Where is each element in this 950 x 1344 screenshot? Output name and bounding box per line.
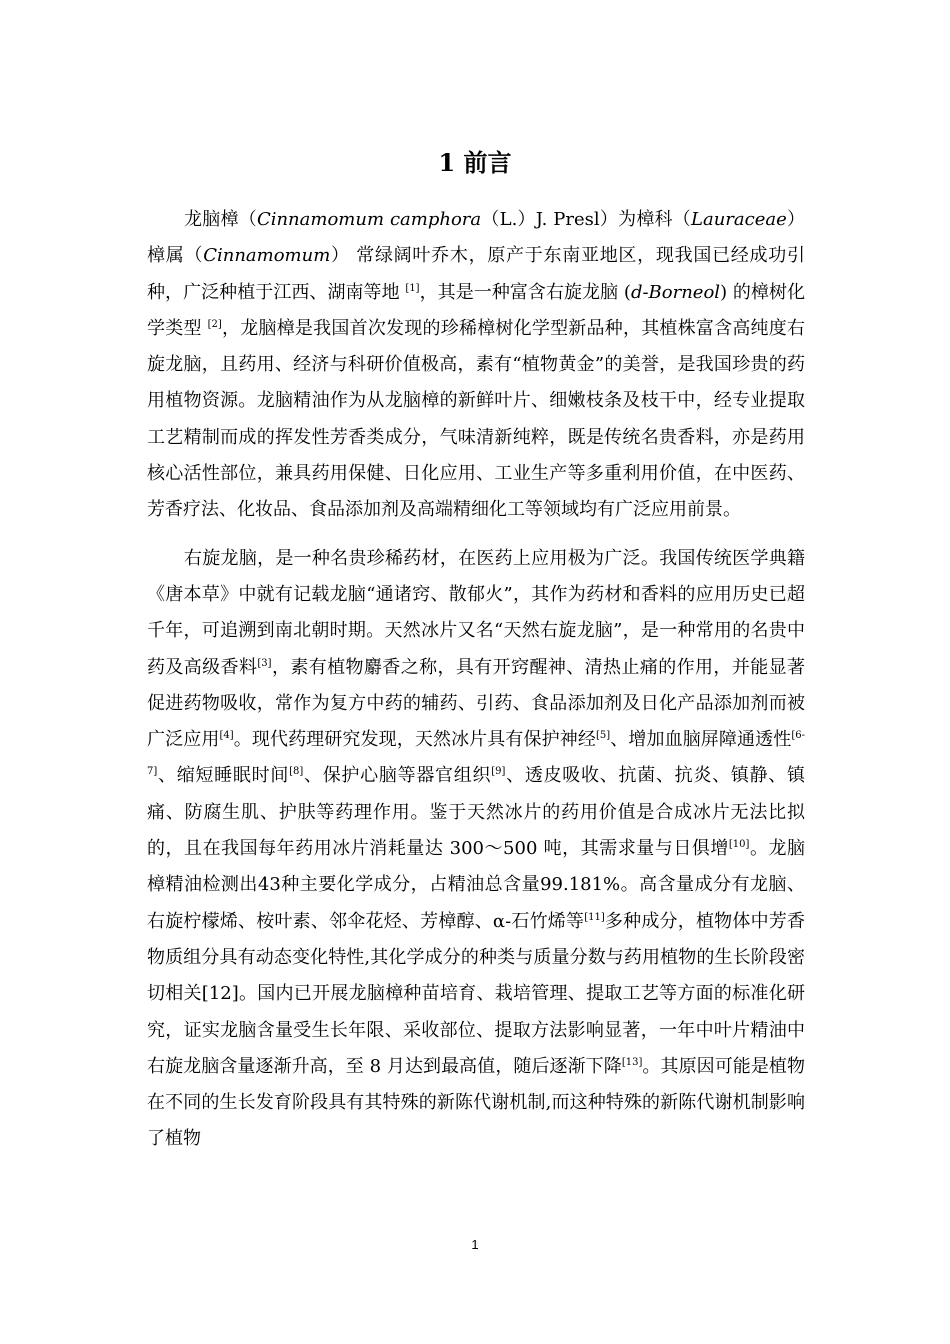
latin-family-name: Lauraceae [691,209,787,230]
citation-ref: [1] [405,282,420,294]
paragraph-1 [147,202,805,529]
body-text [147,202,805,1170]
text-run: 、透皮吸收、抗菌、抗炎、镇静、镇痛、防腐生肌、护肤等药理作用。鉴于天然冰片的药用价值是合成冰片无法比拟的，且在我国每年药用冰片消耗量达 300～500 吨，其需求量与日俱增 [147,765,806,860]
paragraph-2 [147,541,805,1158]
text-run: 、保护心脑等器官组织 [303,765,492,787]
latin-species-name: Cinnamomum camphora [256,209,482,230]
citation-ref: [9] [491,766,506,778]
text-run: 右旋龙脑，是一种名贵珍稀药材，在医药上应用极为广泛。我国传统医学典籍《唐本草》中就有记载龙脑“通诸窍、散郁火”，其作为药材和香料的应用历史已超千年，可追溯到南北朝时期。天然冰片又名“天然右旋龙脑”，是一种常用的名贵中药及高级香料 [147,547,805,678]
text-run: 多种成分，植物体中芳香物质组分具有动态变化特性,其化学成分的种类与质量分数与药用植物的生长阶段密切相关[12]。国内已开展龙脑樟种苗培育、栽培管理、提取工艺等方面的标准化研究，证实龙脑含量受生长年限、采收部位、提取方法影响显著，一年中叶片精油中右旋龙脑含量逐渐升高，至 8 月达到最高值，随后逐渐下降 [147,910,805,1077]
page-number: 1 [471,1237,479,1252]
text-run: 、增加血脑屏障通透性 [610,729,792,751]
text-run: ） 樟属（ [147,209,805,267]
text-run: 。其原因可能是植物在不同的生长发育阶段具有其特殊的新陈代谢机制,而这种特殊的新陈代谢机制影响了植物 [147,1055,805,1150]
citation-ref: [3] [257,657,272,669]
text-run: ) 的樟树化学类型 [147,281,805,339]
text-run: 。龙脑樟精油检测出43种主要化学成分，占精油总含量99.181%。高含量成分有龙脑、右旋柠檬烯、桉叶素、邻伞花烃、芳樟醇、α-石竹烯等 [147,838,806,932]
citation-ref: [6-7] [147,730,806,778]
citation-ref: [4] [219,730,234,742]
text-run: ，龙脑樟是我国首次发现的珍稀樟树化学型新品种，其植株富含高纯度右旋龙脑，且药用、经济与科研价值极高，素有“植物黄金”的美誉，是我国珍贵的药用植物资源。龙脑精油作为从龙脑樟的新鲜叶片、细嫩枝条及枝干中，经专业提取工艺精制而成的挥发性芳香类成分，气味清新纯粹，既是传统名贵香料，亦是药用核心活性部位，兼具药用保健、日化应用、工业生产等多重利用价值，在中医药、芳香疗法、化妆品、食品添加剂及高端精细化工等领域均有广泛应用前景。 [147,317,805,521]
text-run: （L.）J. Presl）为樟科（ [481,209,692,230]
section-heading: 1 前言 [438,148,512,177]
text-run: ） 常绿阔叶乔木，原产于东南亚地区，现我国已经成功引种，广泛种植于江西、湖南等地 [147,245,805,303]
citation-ref: [5] [595,730,611,742]
latin-genus-name: Cinnamomum [203,245,331,267]
citation-ref: [13] [621,1056,643,1068]
text-run: 龙脑樟（ [184,209,257,230]
text-run: 。现代药理研究发现，天然冰片具有保护神经 [233,729,596,751]
citation-ref: [8] [289,766,304,778]
text-run: 、缩短睡眠时间 [157,765,290,787]
text-run: ，其是一种富含右旋龙脑 ( [419,281,631,303]
text-run: ，素有植物麝香之称，具有开窍醒神、清热止痛的作用，并能显著促进药物吸收，常作为复方中药的辅药、引药、食品添加剂及日化产品添加剂而被广泛应用 [147,656,806,751]
citation-ref: [2] [207,318,222,330]
citation-ref: [10] [728,839,750,851]
citation-ref: [11] [584,911,605,923]
chemical-name: d-Borneol [630,281,721,303]
